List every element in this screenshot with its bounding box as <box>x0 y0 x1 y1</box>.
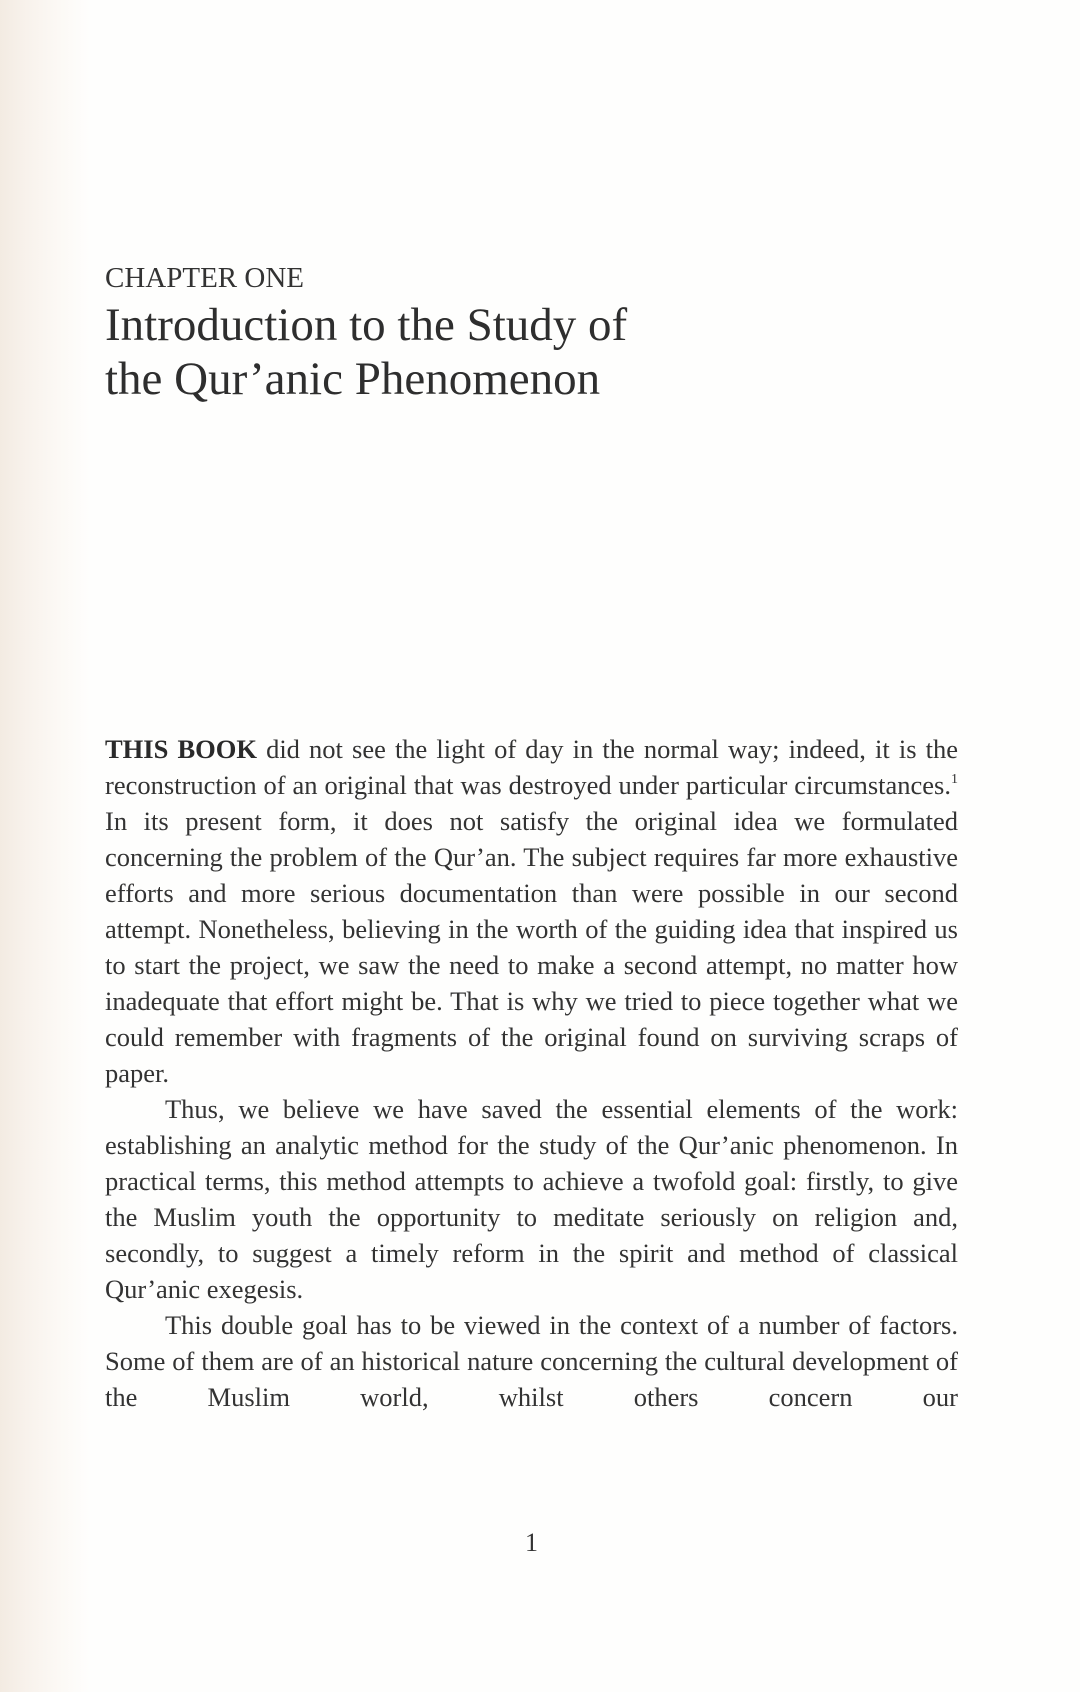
book-page <box>105 0 958 1692</box>
chapter-label: CHAPTER ONE <box>105 262 304 294</box>
paragraph-1 <box>105 731 958 1091</box>
page-gutter-shadow <box>0 0 90 1692</box>
footnote-reference[interactable]: 1 <box>951 772 958 787</box>
chapter-title <box>105 298 627 406</box>
chapter-title-line-1: Introduction to the Study of <box>105 299 628 351</box>
paragraph-1-text-b: In its present form, it does not satisfy the original idea we formulated concerning the problem of the Qur’an. The subject requires far more exhaustive efforts and more serious documentation than were possible in our second attempt. Nonetheless, believing in the worth of the guiding idea that inspired us to start the project, we saw the need to make a second attempt, no matter how inadequate that effort might be. That is why we tried to piece together what we could remember with fragments of the original found on surviving scraps of paper. <box>105 806 958 1088</box>
paragraph-1-text-a: did not see the light of day in the normal way; indeed, it is the reconstruction of an original that was destroyed under particular circumstances. <box>105 734 958 800</box>
paragraph-3: This double goal has to be viewed in the context of a number of factors. Some of them are of an historical nature concerning the cultural development of the Muslim world, whilst others concern our <box>105 1310 958 1412</box>
paragraph-2: Thus, we believe we have saved the essential elements of the work: establishing an analytic method for the study of the Qur’anic phenomenon. In practical terms, this method attempts to achieve a twofold goal: firstly, to give the Muslim youth the opportunity to meditate seriously on religion and, secondly, to suggest a timely reform in the spirit and method of classical Qur’anic exegesis. <box>105 1094 958 1304</box>
chapter-title-line-2: the Qur’anic Phenomenon <box>105 353 601 405</box>
page-number: 1 <box>525 1528 538 1557</box>
paragraph-lead-in: THIS BOOK <box>105 734 257 764</box>
body-text <box>105 731 958 1415</box>
